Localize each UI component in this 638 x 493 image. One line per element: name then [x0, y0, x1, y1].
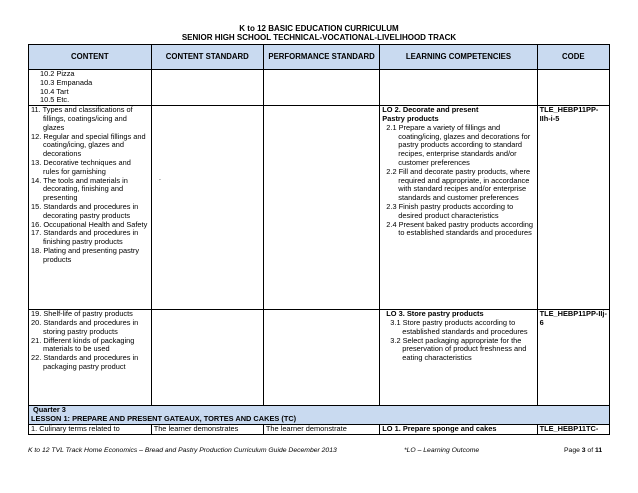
page-of: of [585, 447, 595, 454]
content-standard-cell [151, 310, 263, 406]
content-item: 11. Types and classifications of fillings, coatings/icing and glazes [31, 105, 133, 132]
content-item: 10.4 Tart [40, 86, 69, 96]
document-subtitle: SENIOR HIGH SCHOOL TECHNICAL-VOCATIONAL-LIVELIHOOD TRACK [181, 33, 457, 42]
competency-item: 2.3 Finish pastry products according to desired product characteristics [386, 201, 514, 220]
table-row [29, 70, 610, 106]
column-header-performance-standard: PERFORMANCE STANDARD [263, 45, 379, 70]
performance-standard-cell: The learner demonstrate [263, 424, 379, 434]
competencies-cell [380, 310, 537, 406]
column-header-content: CONTENT [29, 45, 152, 70]
quarter-cell [29, 406, 610, 425]
learning-outcome-title: Pastry products [382, 113, 439, 123]
content-cell [29, 310, 152, 406]
content-item: 10.2 Pizza [40, 69, 75, 78]
code-cell: TLE_HEBP11PP-IIj-6 [537, 310, 609, 406]
column-header-code: CODE [537, 45, 609, 70]
footer-page-number [564, 446, 602, 455]
competency-item: 2.4 Present baked pastry products according to established standards and procedures [386, 219, 533, 238]
table-row [29, 106, 610, 310]
content-standard-cell [151, 70, 263, 106]
content-standard-cell [151, 106, 263, 310]
quarter-label: Quarter 3 [33, 405, 66, 415]
competencies-cell: LO 1. Prepare sponge and cakes [380, 424, 537, 434]
curriculum-table [28, 44, 610, 435]
page-total: 11 [595, 447, 603, 454]
content-item: 10.5 Etc. [40, 95, 70, 105]
content-item: 19. Shelf-life of pastry products [31, 309, 133, 319]
column-header-content-standard: CONTENT STANDARD [151, 45, 263, 70]
footer-legend: *LO – Learning Outcome [404, 447, 480, 454]
quarter-row [29, 406, 610, 425]
competency-item: 2.2 Fill and decorate pastry products, where required and appropriate, in accordance with standard recipes and/or enterprise standards and customer preferences [386, 166, 531, 203]
content-item: 20. Standards and procedures in storing pastry products [31, 317, 139, 336]
learning-outcome-title: LO 2. Decorate and present [382, 105, 479, 115]
code-cell [537, 70, 609, 106]
table-row [29, 310, 610, 406]
competency-item: 3.2 Select packaging appropriate for the preservation of product freshness and eating characteristics [390, 335, 527, 363]
content-item: 15. Standards and procedures in decorating pastry products [31, 201, 139, 220]
content-cell [29, 106, 152, 310]
content-item: 14. The tools and materials in decorating, finishing and presenting [31, 175, 128, 203]
stray-mark: . [159, 175, 161, 182]
table-header-row [29, 45, 610, 70]
content-item: 10.3 Empanada [40, 77, 93, 87]
content-standard-cell: The learner demonstrates [151, 424, 263, 434]
content-item: 17. Standards and procedures in finishing pastry products [31, 228, 139, 247]
content-item: 21. Different kinds of packaging materials to be used [31, 335, 135, 354]
content-item: 16. Occupational Health and Safety [31, 219, 148, 229]
lesson-title: LESSON 1: PREPARE AND PRESENT GATEAUX, TORTES AND CAKES (TC) [31, 413, 297, 423]
performance-standard-cell [263, 70, 379, 106]
code-cell: TLE_HEBP11TC- [537, 424, 609, 434]
page-current: 3 [581, 447, 586, 454]
competencies-cell [380, 106, 537, 310]
learning-outcome-title: LO 3. Store pastry products [386, 309, 484, 319]
page-prefix: Page [564, 447, 582, 454]
document-title: K to 12 BASIC EDUCATION CURRICULUM [239, 24, 399, 33]
content-cell [29, 70, 152, 106]
performance-standard-cell [263, 106, 379, 310]
content-item: 18. Plating and presenting pastry products [31, 245, 140, 264]
footer-document-title: K to 12 TVL Track Home Economics – Bread and Pastry Production Curriculum Guide December 2013 [28, 447, 337, 454]
performance-standard-cell [263, 310, 379, 406]
content-item: 22. Standards and procedures in packaging pastry product [31, 353, 139, 371]
content-item: 12. Regular and special fillings and coating/icing, glazes and decorations [31, 131, 146, 159]
content-item: 13. Decorative techniques and rules for garnishing [31, 157, 131, 176]
competency-item: 2.1 Prepare a variety of fillings and coating/icing, glazes and decorations for pastry products according to standard recipes, enterprise standards and/or customer preferences [386, 122, 531, 167]
competency-item: 3.1 Store pastry products according to established standards and procedures [390, 317, 528, 336]
content-cell: 1. Culinary terms related to [29, 424, 152, 434]
column-header-learning-competencies: LEARNING COMPETENCIES [380, 45, 537, 70]
competencies-cell [380, 70, 537, 106]
table-row [29, 424, 610, 434]
code-cell: TLE_HEBP11PP-IIh-i-5 [537, 106, 609, 310]
